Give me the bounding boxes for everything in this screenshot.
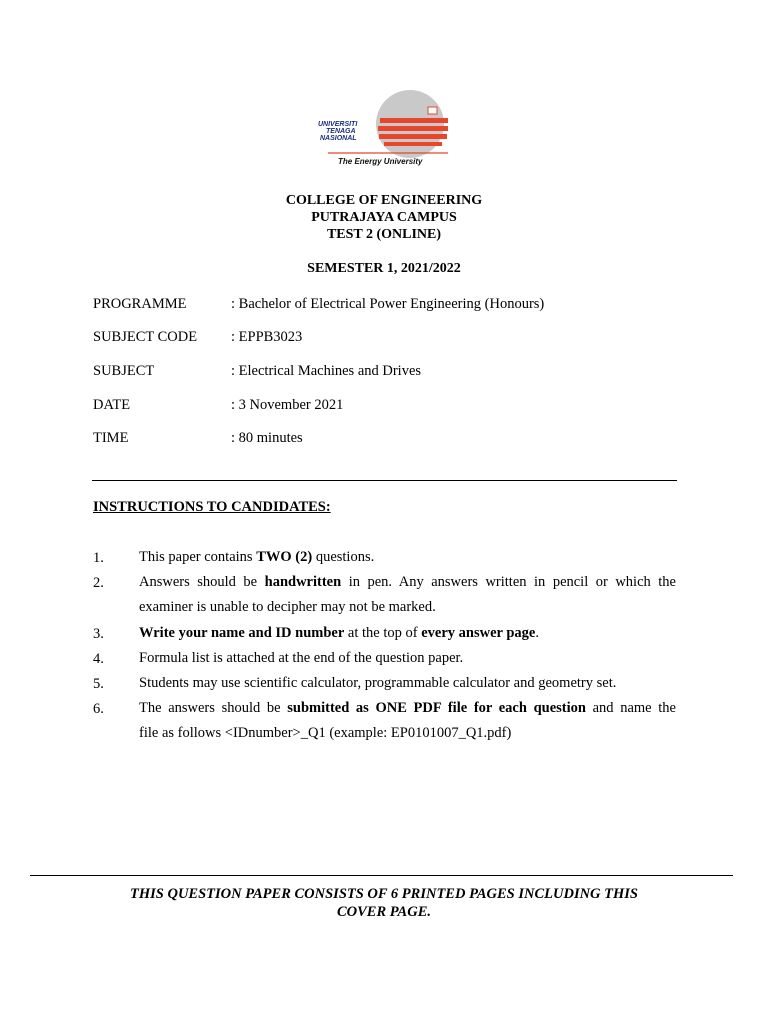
programme-value: : Bachelor of Electrical Power Engineering (Honours)	[231, 296, 545, 312]
instruction-2-line-1: Answers should be handwritten in pen. Any answers written in pencil or which the	[139, 574, 676, 590]
logo-stripe	[384, 142, 442, 146]
instruction-4: Formula list is attached at the end of the question paper.	[139, 650, 464, 666]
time-value: : 80 minutes	[231, 430, 303, 446]
test-title: TEST 2 (ONLINE)	[326, 227, 442, 242]
subject-code-label: SUBJECT CODE	[93, 329, 198, 345]
campus-name: PUTRAJAYA CAMPUS	[311, 210, 457, 225]
subject-value: : Electrical Machines and Drives	[231, 363, 422, 379]
footer-note	[100, 885, 668, 921]
date-label: DATE	[93, 397, 131, 413]
item-number: 4.	[93, 651, 104, 667]
instruction-3: Write your name and ID number at the top of every answer page.	[139, 625, 539, 641]
university-logo	[310, 90, 455, 170]
logo-emblem	[428, 107, 437, 114]
instruction-1: This paper contains TWO (2) questions.	[139, 549, 375, 565]
logo-tagline: The Energy University	[338, 157, 423, 166]
logo-stripe	[379, 134, 447, 139]
footer-line-1: THIS QUESTION PAPER CONSISTS OF 6 PRINTED PAGES INCLUDING THIS	[130, 886, 638, 902]
instruction-5: Students may use scientific calculator, programmable calculator and geometry set.	[139, 675, 617, 691]
divider-top	[92, 480, 677, 481]
programme-label: PROGRAMME	[93, 296, 187, 312]
item-number: 2.	[93, 575, 104, 591]
item-number: 5.	[93, 676, 104, 692]
item-number: 3.	[93, 626, 104, 642]
logo-circle	[376, 90, 444, 158]
logo-text-2: TENAGA	[326, 128, 356, 135]
item-number: 1.	[93, 550, 104, 566]
instruction-6-line-2: file as follows <IDnumber>_Q1 (example: EP0101007_Q1.pdf)	[139, 725, 512, 741]
footer-line-2: COVER PAGE.	[336, 904, 431, 920]
logo-stripe	[378, 126, 448, 131]
instruction-2-line-2: examiner is unable to decipher may not be marked.	[139, 599, 436, 615]
instruction-6-line-1: The answers should be submitted as ONE PDF file for each question and name the	[139, 700, 676, 716]
date-value: : 3 November 2021	[231, 397, 344, 413]
logo-text-1: UNIVERSITI	[318, 121, 358, 128]
semester: SEMESTER 1, 2021/2022	[307, 261, 461, 276]
subject-label: SUBJECT	[93, 363, 155, 379]
item-number: 6.	[93, 701, 104, 717]
logo-stripe	[380, 118, 448, 123]
logo-text-3: NASIONAL	[320, 135, 357, 142]
instructions-heading: INSTRUCTIONS TO CANDIDATES:	[93, 499, 331, 515]
college-name: COLLEGE OF ENGINEERING	[285, 193, 483, 208]
time-label: TIME	[93, 430, 129, 446]
subject-code-value: : EPPB3023	[231, 329, 303, 345]
divider-bottom	[30, 875, 733, 876]
